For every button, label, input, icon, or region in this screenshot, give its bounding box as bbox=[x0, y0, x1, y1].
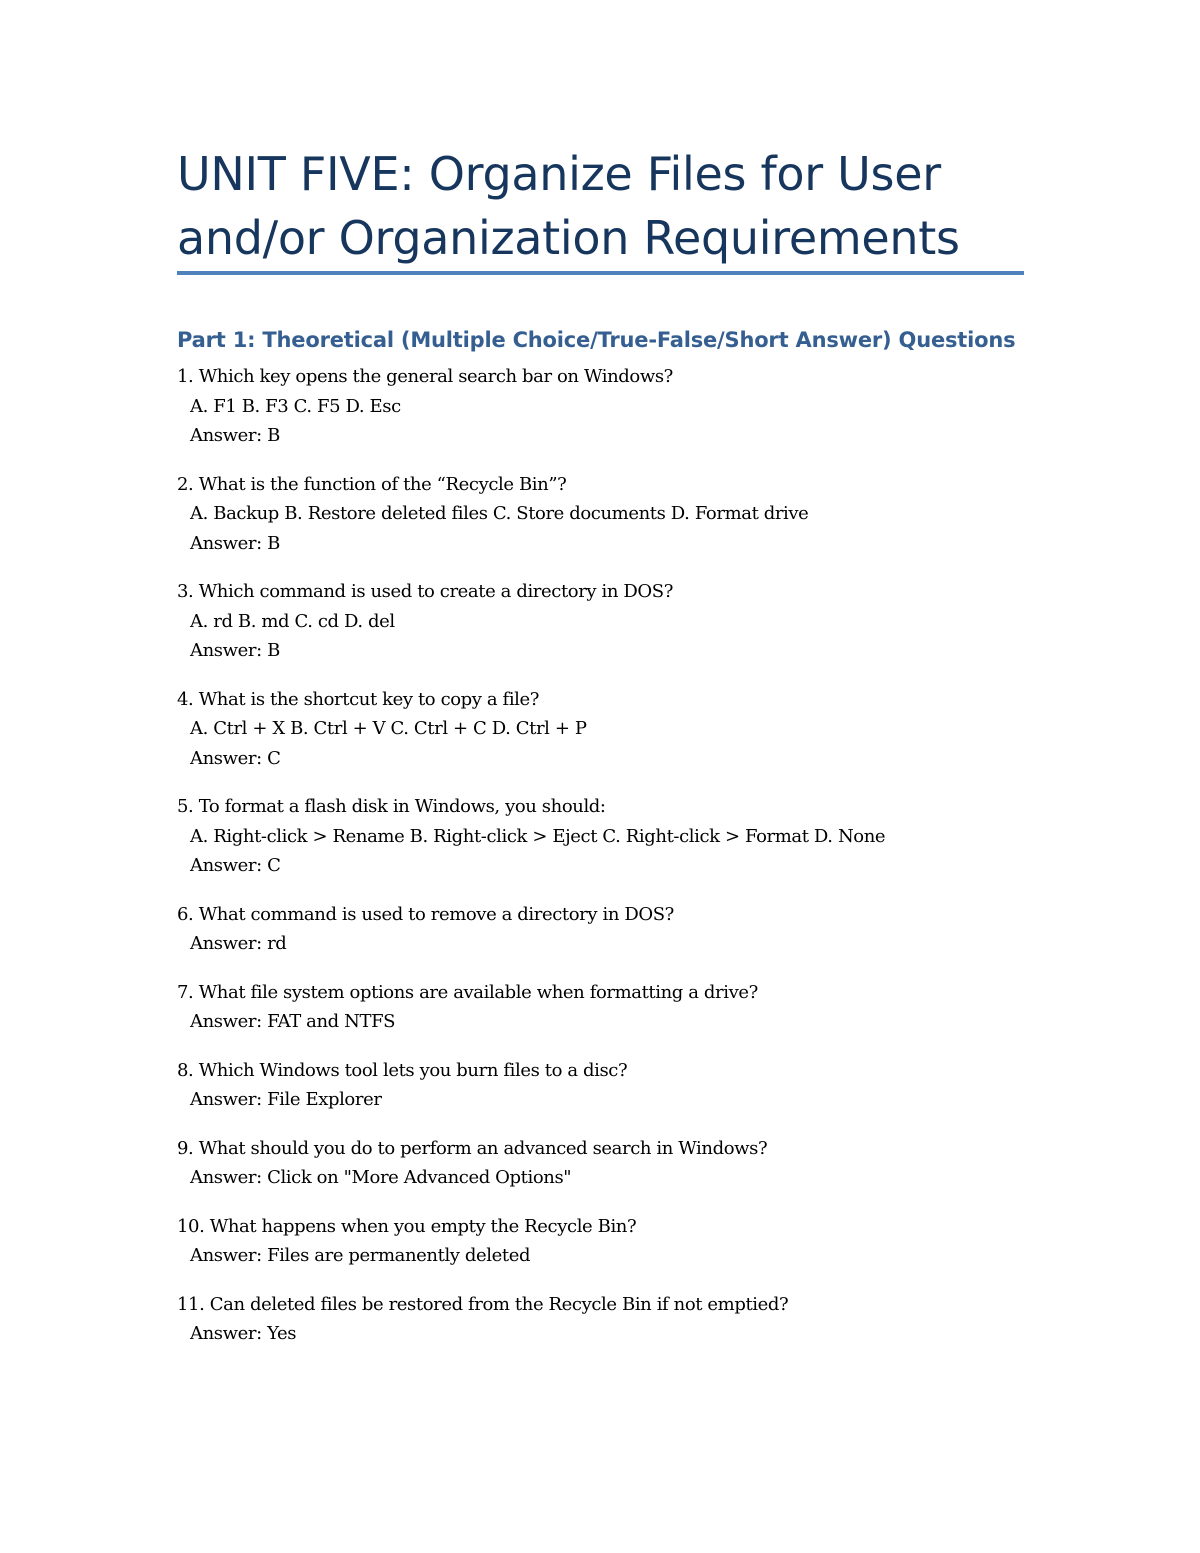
question-options: A. Right-click > Rename B. Right-click > Eject C. Right-click > Format D. None bbox=[190, 825, 886, 847]
question-item bbox=[177, 1290, 1077, 1349]
question-text: 7. What file system options are available when formatting a drive? bbox=[177, 981, 758, 1003]
question-answer: Answer: rd bbox=[190, 933, 287, 954]
question-item bbox=[177, 1212, 1077, 1271]
question-answer: Answer: C bbox=[190, 855, 281, 876]
question-answer: Answer: Files are permanently deleted bbox=[190, 1245, 531, 1266]
question-options: A. rd B. md C. cd D. del bbox=[190, 610, 395, 632]
question-text: 1. Which key opens the general search bar on Windows? bbox=[177, 366, 673, 387]
question-answer: Answer: FAT and NTFS bbox=[190, 1011, 396, 1032]
question-item bbox=[177, 470, 1077, 559]
question-text: 10. What happens when you empty the Recycle Bin? bbox=[177, 1215, 637, 1237]
question-text: 5. To format a flash disk in Windows, you should: bbox=[177, 796, 606, 817]
question-item bbox=[177, 1134, 1077, 1193]
question-item bbox=[177, 362, 1077, 451]
question-answer: Answer: Yes bbox=[190, 1323, 297, 1344]
question-item bbox=[177, 1056, 1077, 1115]
question-list bbox=[177, 362, 1077, 1368]
question-answer: Answer: Click on "More Advanced Options" bbox=[190, 1167, 572, 1188]
question-item bbox=[177, 978, 1077, 1037]
question-answer: Answer: B bbox=[190, 640, 280, 661]
question-options: A. Ctrl + X B. Ctrl + V C. Ctrl + C D. Ctrl + P bbox=[190, 718, 587, 739]
question-text: 9. What should you do to perform an advanced search in Windows? bbox=[177, 1137, 768, 1159]
question-text: 4. What is the shortcut key to copy a file? bbox=[177, 688, 540, 710]
question-text: 6. What command is used to remove a directory in DOS? bbox=[177, 903, 674, 925]
section-heading: Part 1: Theoretical (Multiple Choice/True-False/Short Answer) Questions bbox=[177, 328, 1016, 352]
question-options: A. Backup B. Restore deleted files C. Store documents D. Format drive bbox=[190, 503, 809, 524]
question-answer: Answer: C bbox=[190, 747, 281, 769]
question-item bbox=[177, 685, 1077, 774]
question-answer: Answer: B bbox=[190, 425, 280, 446]
question-item bbox=[177, 577, 1077, 666]
question-text: 11. Can deleted files be restored from the Recycle Bin if not emptied? bbox=[177, 1293, 789, 1315]
question-text: 2. What is the function of the “Recycle Bin”? bbox=[177, 473, 567, 495]
question-text: 8. Which Windows tool lets you burn files to a disc? bbox=[177, 1059, 628, 1081]
question-text: 3. Which command is used to create a directory in DOS? bbox=[177, 581, 673, 602]
title-underline-rule bbox=[177, 271, 1024, 275]
question-item bbox=[177, 792, 1077, 881]
question-options: A. F1 B. F3 C. F5 D. Esc bbox=[190, 395, 401, 417]
question-item bbox=[177, 900, 1077, 959]
page-title: UNIT FIVE: Organize Files for User and/or Organization Requirements bbox=[177, 147, 960, 265]
question-answer: Answer: File Explorer bbox=[190, 1089, 382, 1110]
question-answer: Answer: B bbox=[190, 532, 280, 554]
